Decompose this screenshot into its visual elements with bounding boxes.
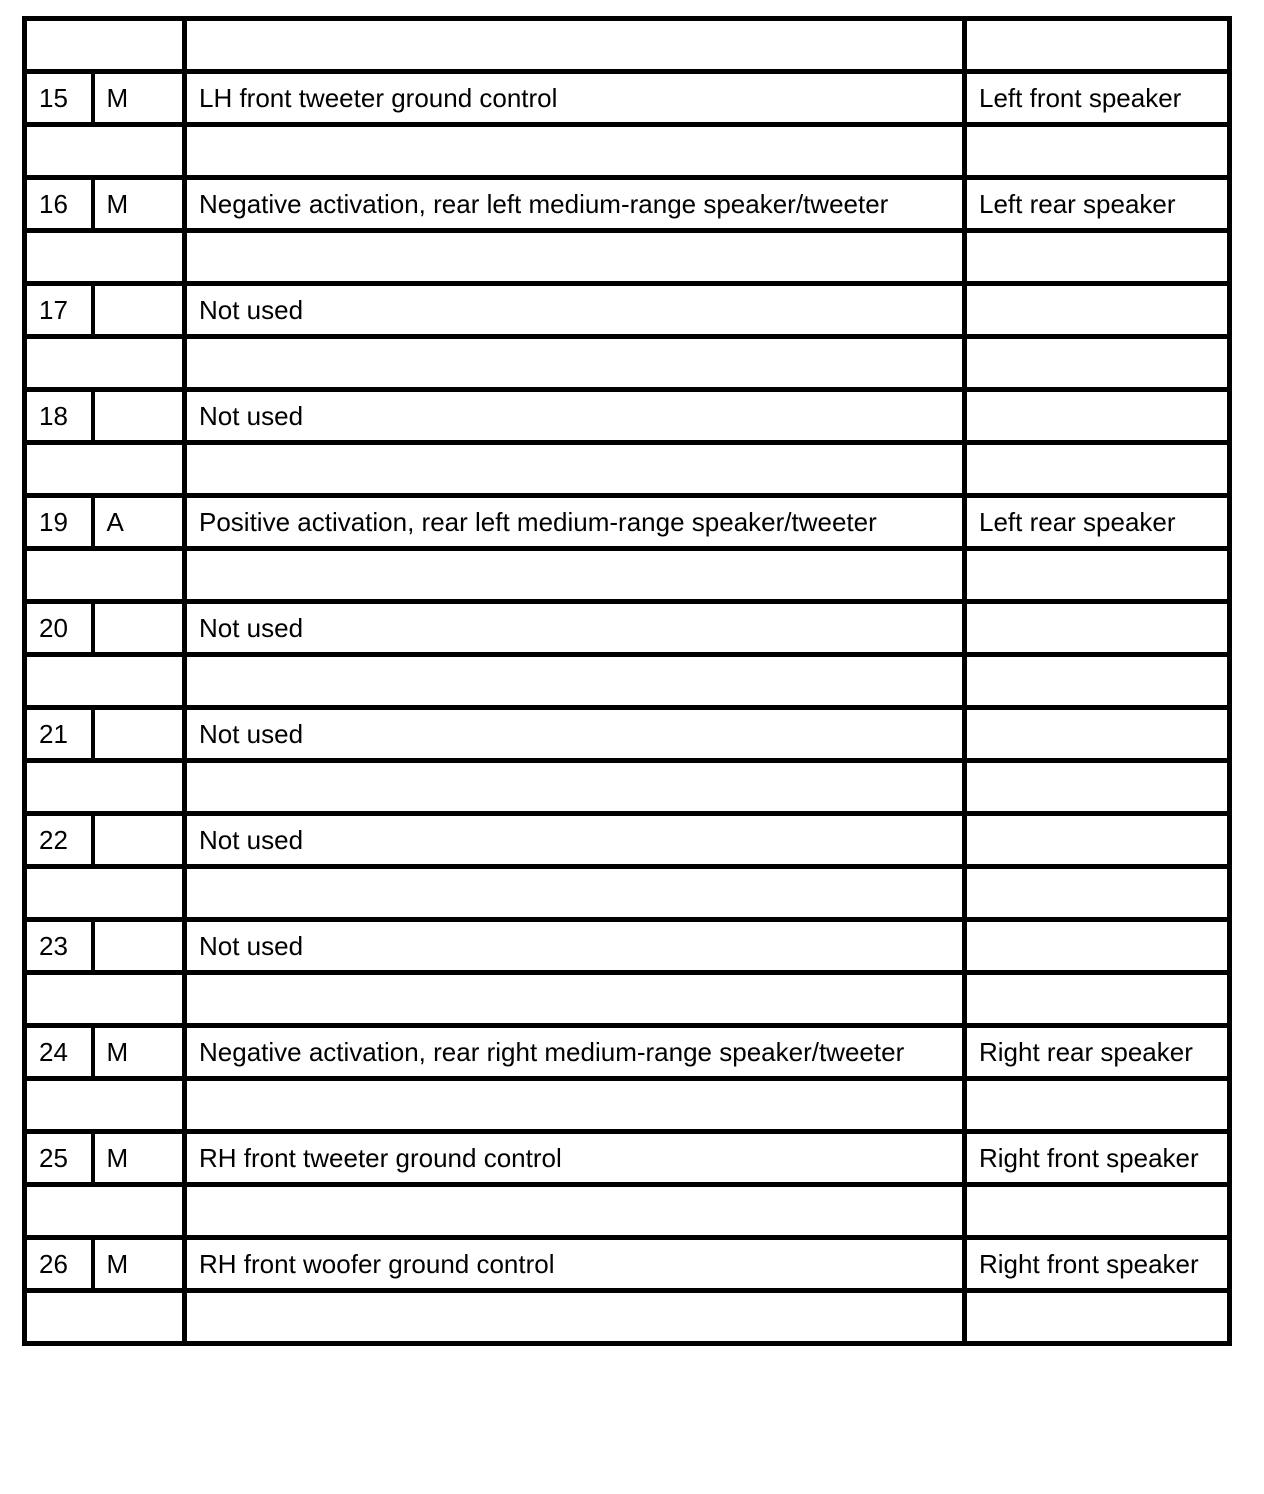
pin-number: 17: [25, 284, 93, 337]
component-name: Left rear speaker: [965, 178, 1230, 231]
spacer-row: [25, 973, 1230, 1026]
spacer-row: [25, 867, 1230, 920]
table-row: [25, 390, 1230, 443]
signal-type: [93, 708, 185, 761]
component-name: [965, 920, 1230, 973]
spacer-row: [25, 1291, 1230, 1344]
pin-number: 23: [25, 920, 93, 973]
spacer-row: [25, 1185, 1230, 1238]
pin-description: Negative activation, rear left medium-range speaker/tweeter: [185, 178, 965, 231]
signal-type: M: [93, 178, 185, 231]
signal-type: [93, 602, 185, 655]
signal-type: M: [93, 1026, 185, 1079]
table-row: [25, 284, 1230, 337]
pin-description: Not used: [185, 602, 965, 655]
pin-description: Not used: [185, 284, 965, 337]
signal-type: M: [93, 1132, 185, 1185]
pin-description: Not used: [185, 390, 965, 443]
pin-description: Negative activation, rear right medium-range speaker/tweeter: [185, 1026, 965, 1079]
signal-type: [93, 814, 185, 867]
table-row: [25, 920, 1230, 973]
pin-number: 20: [25, 602, 93, 655]
pin-number: 25: [25, 1132, 93, 1185]
component-name: Left rear speaker: [965, 496, 1230, 549]
table-row: [25, 496, 1230, 549]
pin-number: 26: [25, 1238, 93, 1291]
pin-description: Not used: [185, 920, 965, 973]
pin-description: Positive activation, rear left medium-range speaker/tweeter: [185, 496, 965, 549]
pin-number: 22: [25, 814, 93, 867]
table-row: [25, 178, 1230, 231]
signal-type: M: [93, 1238, 185, 1291]
signal-type: [93, 390, 185, 443]
pin-number: 19: [25, 496, 93, 549]
table-row: [25, 708, 1230, 761]
component-name: [965, 814, 1230, 867]
spacer-row: [25, 19, 1230, 72]
spacer-row: [25, 125, 1230, 178]
signal-type: [93, 284, 185, 337]
pin-description: LH front tweeter ground control: [185, 72, 965, 125]
table-row: [25, 1132, 1230, 1185]
pin-number: 21: [25, 708, 93, 761]
pin-description: RH front tweeter ground control: [185, 1132, 965, 1185]
table-row: [25, 1238, 1230, 1291]
spacer-row: [25, 549, 1230, 602]
spacer-row: [25, 1079, 1230, 1132]
pin-number: 16: [25, 178, 93, 231]
component-name: [965, 708, 1230, 761]
pin-description: RH front woofer ground control: [185, 1238, 965, 1291]
pin-description: Not used: [185, 814, 965, 867]
spacer-row: [25, 761, 1230, 814]
spacer-row: [25, 655, 1230, 708]
signal-type: [93, 920, 185, 973]
component-name: Right front speaker: [965, 1238, 1230, 1291]
pin-number: 24: [25, 1026, 93, 1079]
signal-type: M: [93, 72, 185, 125]
spacer-row: [25, 231, 1230, 284]
pin-number: 18: [25, 390, 93, 443]
component-name: [965, 390, 1230, 443]
component-name: [965, 284, 1230, 337]
component-name: Left front speaker: [965, 72, 1230, 125]
spacer-row: [25, 443, 1230, 496]
pin-assignment-table: [22, 16, 1232, 1346]
pin-table-body: [25, 19, 1230, 1344]
table-row: [25, 1026, 1230, 1079]
table-row: [25, 814, 1230, 867]
component-name: Right rear speaker: [965, 1026, 1230, 1079]
signal-type: A: [93, 496, 185, 549]
spacer-row: [25, 337, 1230, 390]
component-name: Right front speaker: [965, 1132, 1230, 1185]
component-name: [965, 602, 1230, 655]
pin-number: 15: [25, 72, 93, 125]
table-row: [25, 72, 1230, 125]
table-row: [25, 602, 1230, 655]
pin-description: Not used: [185, 708, 965, 761]
